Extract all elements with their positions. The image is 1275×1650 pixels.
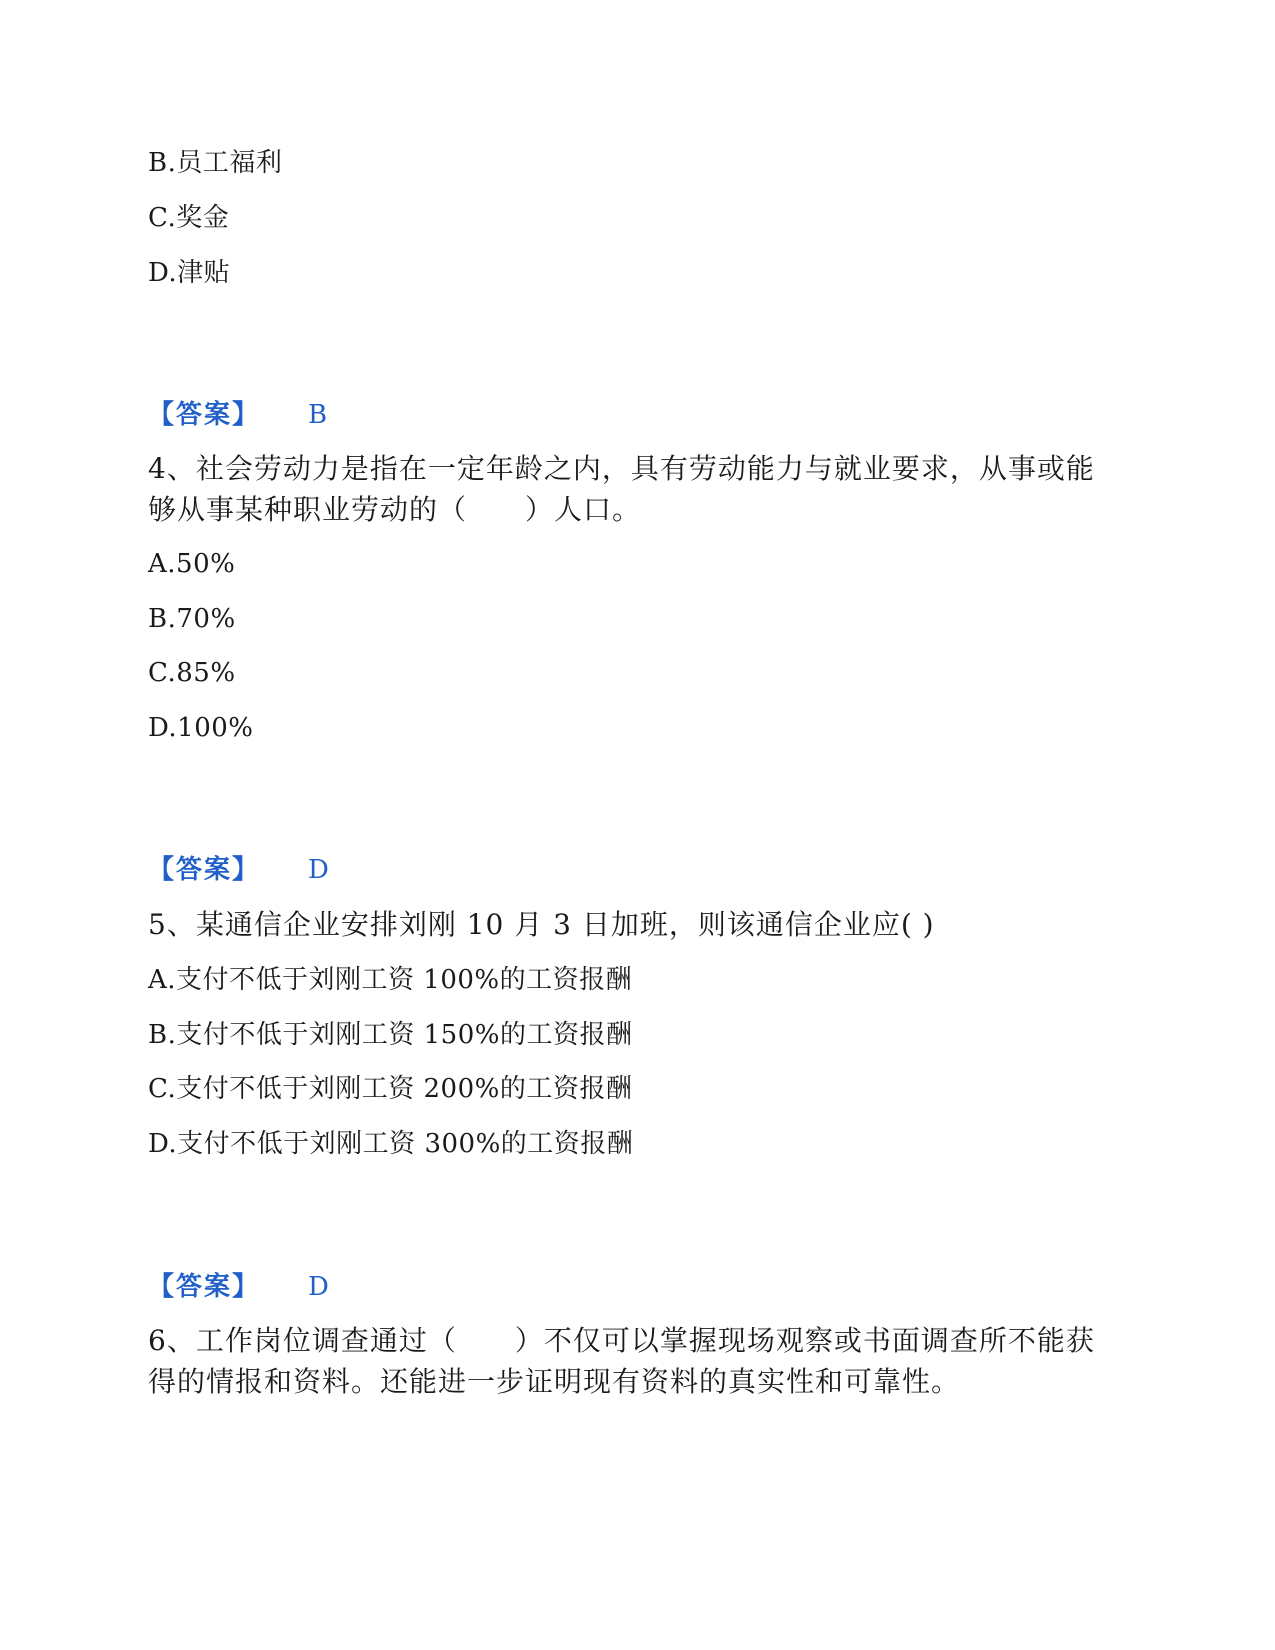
q3-answer [148,398,328,432]
q6-stem-line1: 6、工作岗位调查通过（ ）不仅可以掌握现场观察或书面调查所不能获 [148,1324,1095,1357]
q3-option-c: C.奖金 [148,203,230,233]
q4-option-b: B.70% [148,604,236,634]
q4-stem-line1: 4、社会劳动力是指在一定年龄之内，具有劳动能力与就业要求，从事或能 [148,452,1095,485]
q6-stem-line2: 得的情报和资料。还能进一步证明现有资料的真实性和可靠性。 [148,1365,961,1398]
q5-stem-line1: 5、某通信企业安排刘刚 10 月 3 日加班，则该通信企业应( ) [148,908,935,941]
q4-option-a: A.50% [148,549,236,579]
q4-stem-line2: 够从事某种职业劳动的（ ）人口。 [148,493,642,526]
q5-option-b: B.支付不低于刘刚工资 150%的工资报酬 [148,1020,633,1050]
q5-answer-tag: 【答案】 [148,1272,261,1302]
q4-answer-tag: 【答案】 [148,855,261,885]
q5-option-a: A.支付不低于刘刚工资 100%的工资报酬 [148,965,633,995]
q3-option-d: D.津贴 [148,258,231,288]
q4-option-c: C.85% [148,658,236,688]
q3-answer-tag: 【答案】 [148,400,261,430]
q5-answer [148,1270,329,1304]
q5-answer-value: D [308,1272,330,1302]
q4-answer-value: D [308,855,330,885]
q4-option-d: D.100% [148,713,254,743]
q3-option-b: B.员工福利 [148,148,283,178]
q5-option-c: C.支付不低于刘刚工资 200%的工资报酬 [148,1074,633,1104]
q3-answer-value: B [308,400,328,430]
q4-answer [148,853,329,887]
q5-option-d: D.支付不低于刘刚工资 300%的工资报酬 [148,1129,634,1159]
